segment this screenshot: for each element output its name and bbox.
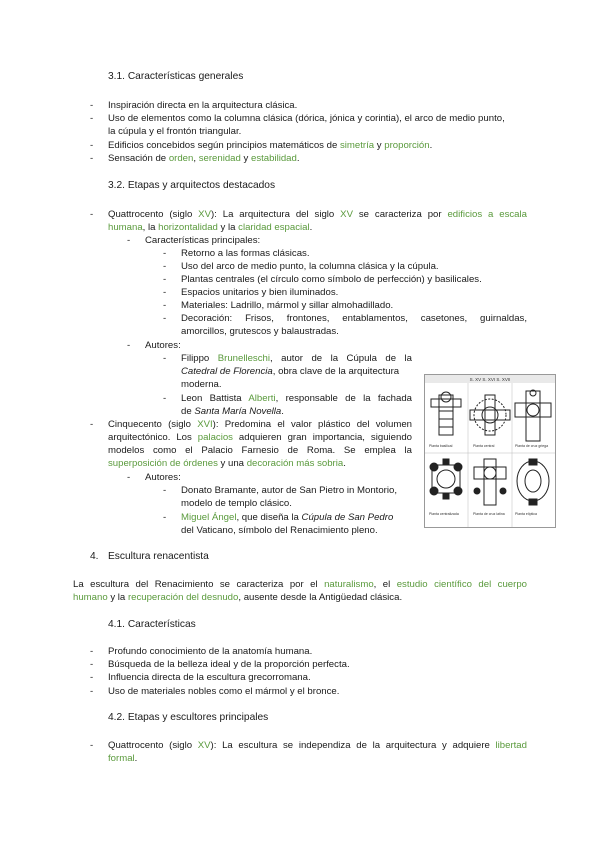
bullet-dash: -: [163, 485, 167, 496]
caption-4: Planta centralizada: [429, 512, 459, 516]
bullet-dash: -: [90, 740, 94, 751]
s4-paragraph-line-2: humano y la recuperación del desnudo, ausente desde la Antigüedad clásica.: [73, 592, 403, 603]
bullet-dash: -: [90, 659, 94, 670]
s4-paragraph-line-1: La escultura del Renacimiento se caracteriza por el naturalismo, el estudio científico del cuerpo: [73, 579, 527, 590]
heading-4-1: 4.1. Características: [108, 619, 196, 630]
bullet-dash: -: [163, 300, 167, 311]
plan-greek-cross: [515, 390, 551, 441]
bullet-dash: -: [90, 209, 94, 220]
bullet-dash: -: [90, 646, 94, 657]
cinquecento-line-2: arquitectónico. Los palacios adquieren gran importancia, siguiendo: [108, 432, 412, 443]
bullet-dash: -: [90, 140, 94, 151]
caption-5: Planta de cruz latina: [473, 512, 505, 516]
bullet-dash: -: [127, 235, 131, 246]
plan-latin-cross: [474, 459, 506, 505]
figure-header-text: S. XV S. XVI S. XVII: [469, 377, 511, 382]
bullet-dash: -: [163, 313, 167, 324]
autor-alberti-line-1: Leon Battista Alberti, responsable de la fachada: [181, 393, 413, 404]
autor-brunelleschi-line-2: Catedral de Florencia, obra clave de la arquitectura: [181, 366, 400, 377]
carac-item-6-line-2: amorcillos, grutescos y balaustradas.: [181, 326, 339, 337]
heading-4: Escultura renacentista: [108, 551, 209, 562]
autor-brunelleschi-line-3: moderna.: [181, 379, 222, 390]
section-4-number: 4.: [90, 551, 99, 562]
s31-bullet-1: Inspiración directa en la arquitectura clásica.: [108, 100, 298, 111]
autores-label: Autores:: [145, 340, 181, 351]
carac-item-6-line-1: Decoración: Frisos, frontones, entablamentos, casetones, guirnaldas,: [181, 313, 527, 324]
heading-4-2: 4.2. Etapas y escultores principales: [108, 712, 269, 723]
bullet-dash: -: [90, 153, 94, 164]
caption-6: Planta elíptica: [515, 512, 537, 516]
s31-bullet-4: Sensación de orden, serenidad y estabilidad.: [108, 153, 300, 164]
quattrocento-line-2: humana, la horizontalidad y la claridad espacial.: [108, 222, 313, 233]
plan-centralized: [430, 459, 462, 499]
bullet-dash: -: [163, 274, 167, 285]
caption-1: Planta basilical: [429, 444, 453, 448]
s42-quattrocento-line-2: formal.: [108, 753, 138, 764]
quattrocento-line-1: Quattrocento (siglo XV): La arquitectura del siglo XV se caracteriza por edificios a escala: [108, 209, 527, 220]
plan-elliptical: [517, 459, 549, 505]
cinquecento-line-3: modelos como el Palacio Farnesio de Roma. Se emplea la: [108, 445, 412, 456]
bullet-dash: -: [90, 419, 94, 430]
autor-alberti-line-2: de Santa María Novella.: [181, 406, 284, 417]
autor-brunelleschi-line-1: Filippo Brunelleschi, autor de la Cúpula de la: [181, 353, 412, 364]
carac-item-2: Uso del arco de medio punto, la columna clásica y la cúpula.: [181, 261, 439, 272]
floor-plans-drawing: [425, 375, 555, 527]
cinquecento-line-1: Cinquecento (siglo XVI): Predomina el valor plástico del volumen: [108, 419, 412, 430]
s41-bullet-4: Uso de materiales nobles como el mármol y el bronce.: [108, 686, 340, 697]
bullet-dash: -: [90, 686, 94, 697]
caption-2: Planta central: [473, 444, 495, 448]
heading-3-2: 3.2. Etapas y arquitectos destacados: [108, 180, 276, 191]
autor-miguel-angel-line-1: Miguel Ángel, que diseña la Cúpula de San Pedro: [181, 512, 394, 523]
bullet-dash: -: [90, 100, 94, 111]
s31-bullet-2-line-1: Uso de elementos como la columna clásica (dórica, jónica y corintia), el arco de medio punto,: [108, 113, 505, 124]
autor-bramante-line-1: Donato Bramante, autor de San Pietro in Montorio,: [181, 485, 397, 496]
caption-3: Planta de cruz griega: [515, 444, 549, 448]
bullet-dash: -: [163, 261, 167, 272]
s41-bullet-1: Profundo conocimiento de la anatomía humana.: [108, 646, 313, 657]
s31-bullet-2-line-2: la cúpula y el frontón triangular.: [108, 126, 242, 137]
bullet-dash: -: [90, 672, 94, 683]
bullet-dash: -: [163, 353, 167, 364]
bullet-dash: -: [127, 340, 131, 351]
autores-label-2: Autores:: [145, 472, 181, 483]
carac-item-5: Materiales: Ladrillo, mármol y sillar almohadillado.: [181, 300, 394, 311]
renaissance-floor-plans-figure: [424, 374, 556, 528]
caracteristicas-label: Características principales:: [145, 235, 261, 246]
carac-item-1: Retorno a las formas clásicas.: [181, 248, 310, 259]
autor-bramante-line-2: modelo de templo clásico.: [181, 498, 292, 509]
bullet-dash: -: [163, 287, 167, 298]
carac-item-3: Plantas centrales (el círculo como símbolo de perfección) y basilicales.: [181, 274, 482, 285]
s41-bullet-3: Influencia directa de la escultura grecorromana.: [108, 672, 311, 683]
s31-bullet-3: Edificios concebidos según principios matemáticos de simetría y proporción.: [108, 140, 433, 151]
heading-3-1: 3.1. Características generales: [108, 71, 244, 82]
s41-bullet-2: Búsqueda de la belleza ideal y de la proporción perfecta.: [108, 659, 350, 670]
plan-central: [470, 395, 510, 435]
cinquecento-line-4: superposición de órdenes y una decoración más sobria.: [108, 458, 346, 469]
bullet-dash: -: [163, 248, 167, 259]
bullet-dash: -: [127, 472, 131, 483]
s42-quattrocento-line-1: Quattrocento (siglo XV): La escultura se independiza de la arquitectura y adquiere libertad: [108, 740, 527, 751]
bullet-dash: -: [163, 512, 167, 523]
autor-miguel-angel-line-2: del Vaticano, símbolo del Renacimiento pleno.: [181, 525, 378, 536]
bullet-dash: -: [163, 393, 167, 404]
carac-item-4: Espacios unitarios y bien iluminados.: [181, 287, 339, 298]
plan-basilical: [431, 392, 461, 435]
bullet-dash: -: [90, 113, 94, 124]
